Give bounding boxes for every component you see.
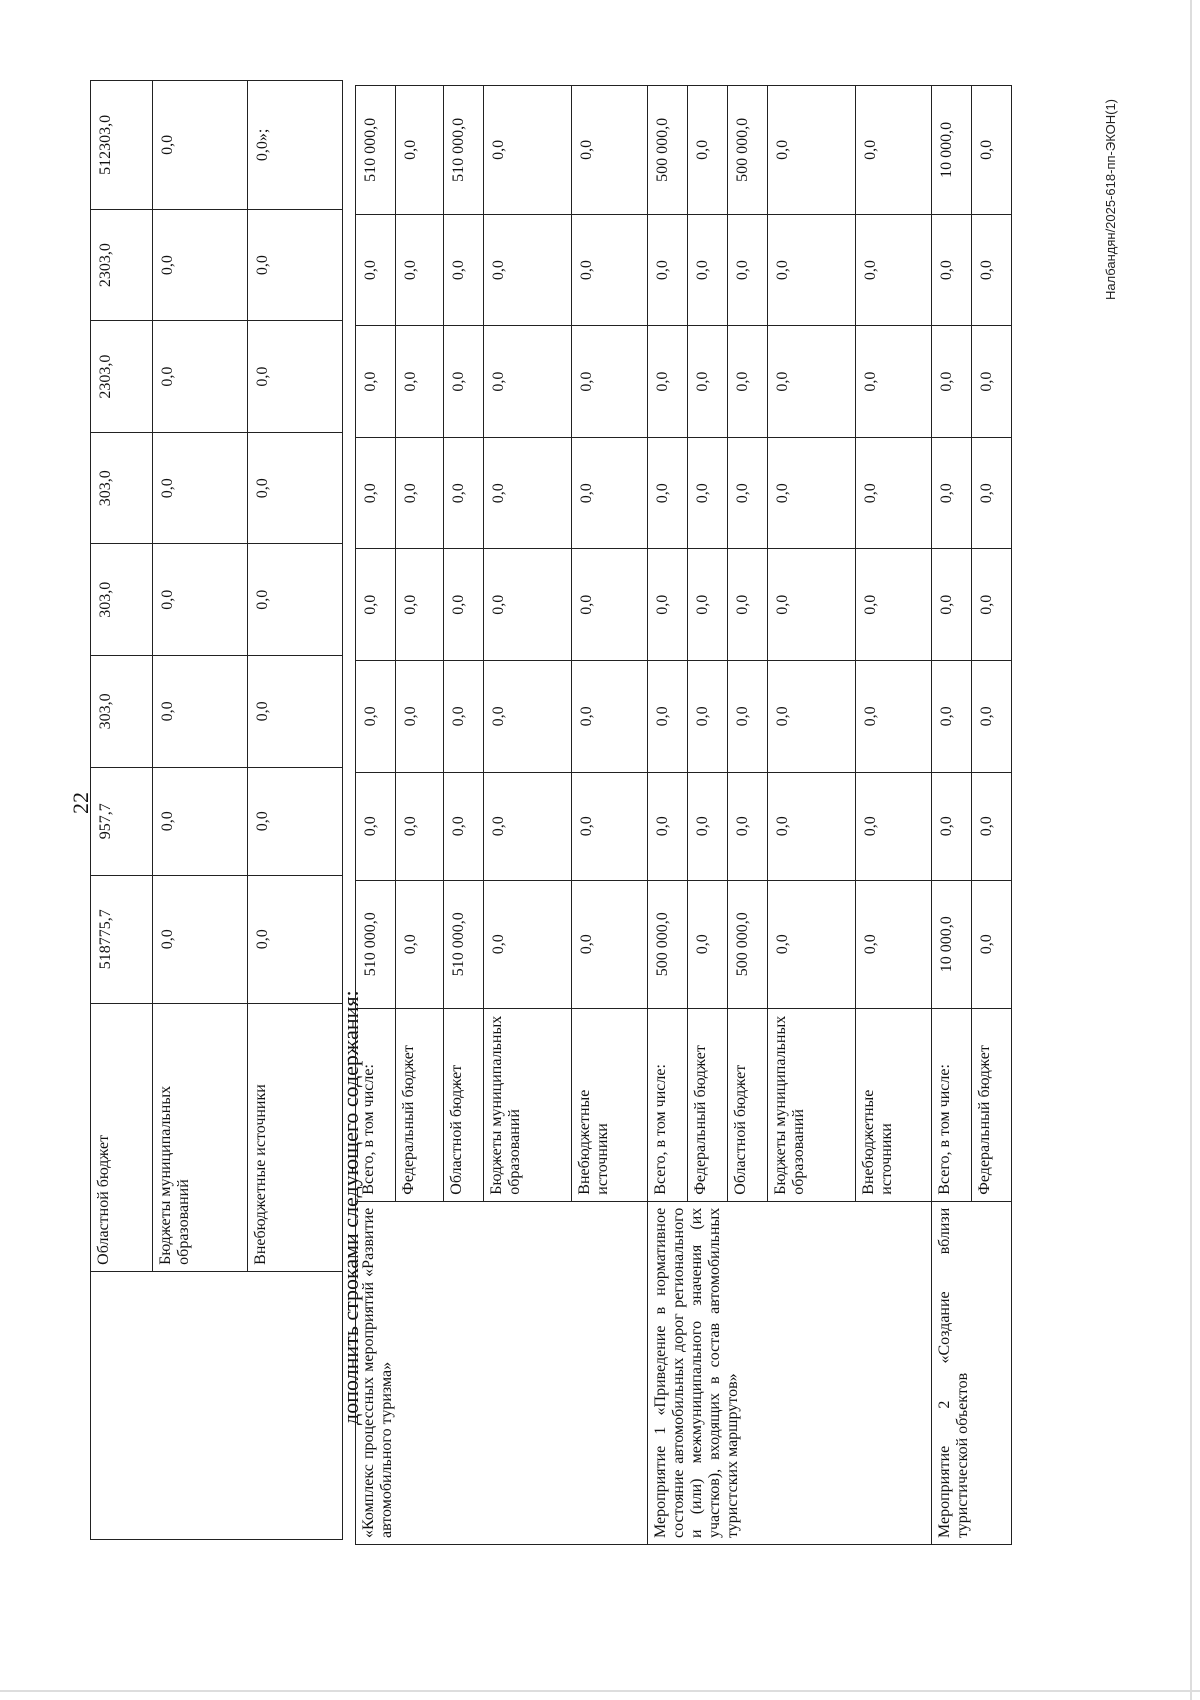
value-cell: 0,0 — [972, 549, 1012, 661]
value-cell: 0,0 — [688, 880, 728, 1008]
value-cell: 0,0 — [856, 86, 932, 215]
value-cell: 0,0 — [856, 661, 932, 773]
value-cell: 0,0 — [972, 437, 1012, 549]
funding-source-cell: Областной бюджет — [728, 1008, 768, 1201]
value-cell: 0,0 — [768, 86, 856, 215]
value-cell: 0,0 — [768, 549, 856, 661]
value-cell: 0,0 — [356, 549, 396, 661]
value-cell: 0,0 — [444, 214, 484, 326]
value-cell: 0,0 — [856, 437, 932, 549]
value-cell: 0,0 — [484, 880, 572, 1008]
value-cell: 0,0 — [484, 214, 572, 326]
value-cell: 0,0 — [572, 880, 648, 1008]
value-cell: 0,0 — [572, 549, 648, 661]
value-cell: 0,0 — [572, 661, 648, 773]
value-cell: 0,0 — [484, 661, 572, 773]
funding-source-cell: Внебюджетные источники — [856, 1008, 932, 1201]
event-title-cell: «Комплекс процессных мероприятий «Развитие автомобильного туризма» — [356, 1201, 648, 1544]
value-cell: 0,0 — [932, 772, 972, 880]
value-cell: 0,0 — [356, 772, 396, 880]
funding-source-cell: Внебюджетные источники — [572, 1008, 648, 1201]
value-cell: 10 000,0 — [932, 880, 972, 1008]
value-cell: 0,0 — [688, 661, 728, 773]
value-cell: 0,0 — [153, 432, 248, 544]
value-cell: 0,0 — [932, 661, 972, 773]
value-cell: 0,0 — [248, 432, 343, 544]
value-cell: 0,0 — [856, 772, 932, 880]
value-cell: 500 000,0 — [648, 86, 688, 215]
value-cell: 0,0 — [444, 437, 484, 549]
value-cell: 0,0 — [153, 875, 248, 1003]
funding-source-cell: Федеральный бюджет — [688, 1008, 728, 1201]
value-cell: 0,0 — [972, 326, 1012, 438]
value-cell: 0,0 — [932, 437, 972, 549]
value-cell: 0,0 — [728, 549, 768, 661]
value-cell: 0,0 — [356, 661, 396, 773]
value-cell: 0,0 — [153, 321, 248, 433]
value-cell: 0,0 — [572, 86, 648, 215]
value-cell: 500 000,0 — [648, 880, 688, 1008]
value-cell: 303,0 — [91, 656, 153, 768]
value-cell: 0,0 — [932, 214, 972, 326]
value-cell: 500 000,0 — [728, 880, 768, 1008]
event-title-cell: Мероприятие 2 «Создание вблизи туристической объектов — [932, 1201, 1012, 1544]
value-cell: 0,0 — [972, 214, 1012, 326]
table-row — [648, 86, 688, 1545]
value-cell: 303,0 — [91, 544, 153, 656]
value-cell: 0,0 — [768, 661, 856, 773]
value-cell: 0,0 — [728, 437, 768, 549]
value-cell: 0,0 — [396, 326, 444, 438]
value-cell: 0,0 — [728, 214, 768, 326]
value-cell: 0,0 — [248, 875, 343, 1003]
value-cell: 0,0 — [856, 549, 932, 661]
value-cell: 0,0 — [396, 86, 444, 215]
value-cell: 0,0 — [856, 214, 932, 326]
value-cell: 0,0 — [856, 326, 932, 438]
value-cell: 0,0 — [688, 214, 728, 326]
value-cell: 0,0 — [444, 549, 484, 661]
value-cell: 0,0 — [688, 772, 728, 880]
value-cell: 0,0 — [396, 880, 444, 1008]
value-cell: 0,0 — [484, 437, 572, 549]
value-cell: 0,0 — [768, 772, 856, 880]
value-cell: 0,0 — [932, 326, 972, 438]
value-cell: 0,0 — [572, 772, 648, 880]
value-cell: 510 000,0 — [356, 86, 396, 215]
value-cell: 0,0 — [572, 214, 648, 326]
budget-table-new-rows — [355, 85, 1012, 1545]
value-cell: 0,0 — [648, 549, 688, 661]
value-cell: 510 000,0 — [444, 880, 484, 1008]
value-cell: 0,0 — [572, 326, 648, 438]
value-cell: 0,0 — [484, 86, 572, 215]
budget-table-continuation — [90, 80, 343, 1540]
page-number: 22 — [68, 792, 93, 814]
value-cell: 0,0 — [153, 209, 248, 321]
value-cell: 0,0 — [248, 767, 343, 875]
value-cell: 500 000,0 — [728, 86, 768, 215]
value-cell: 0,0 — [396, 549, 444, 661]
table-row — [356, 86, 396, 1545]
value-cell: 0,0 — [648, 214, 688, 326]
value-cell: 0,0 — [248, 544, 343, 656]
value-cell: 0,0 — [356, 326, 396, 438]
table-row — [932, 86, 972, 1545]
value-cell: 0,0 — [768, 326, 856, 438]
funding-source-cell: Бюджеты муниципальных образований — [768, 1008, 856, 1201]
value-cell: 0,0 — [972, 772, 1012, 880]
value-cell: 0,0 — [856, 880, 932, 1008]
value-cell: 0,0 — [444, 661, 484, 773]
funding-source-cell: Областной бюджет — [91, 1003, 153, 1271]
value-cell: 510 000,0 — [444, 86, 484, 215]
value-cell: 512303,0 — [91, 81, 153, 210]
value-cell: 0,0 — [688, 437, 728, 549]
value-cell: 0,0 — [768, 214, 856, 326]
value-cell: 0,0 — [648, 437, 688, 549]
funding-source-cell: Бюджеты муниципальных образований — [484, 1008, 572, 1201]
funding-source-cell: Внебюджетные источники — [248, 1003, 343, 1271]
value-cell: 2303,0 — [91, 321, 153, 433]
value-cell: 0,0 — [768, 880, 856, 1008]
value-cell: 10 000,0 — [932, 86, 972, 215]
value-cell: 0,0 — [356, 437, 396, 549]
value-cell: 0,0 — [648, 772, 688, 880]
value-cell: 957,7 — [91, 767, 153, 875]
document-code: Налбандян/2025-618-пп-ЭКОН(1) — [1103, 98, 1118, 300]
value-cell: 518775,7 — [91, 875, 153, 1003]
funding-source-cell: Всего, в том числе: — [932, 1008, 972, 1201]
value-cell: 0,0 — [153, 767, 248, 875]
value-cell: 303,0 — [91, 432, 153, 544]
value-cell: 0,0 — [932, 549, 972, 661]
value-cell: 0,0 — [396, 661, 444, 773]
value-cell: 0,0 — [972, 880, 1012, 1008]
value-cell: 0,0 — [153, 81, 248, 210]
funding-source-cell: Всего, в том числе: — [356, 1008, 396, 1201]
funding-source-cell: Федеральный бюджет — [396, 1008, 444, 1201]
intro-text: дополнить строками следующего содержания: — [338, 990, 363, 1425]
value-cell: 0,0 — [248, 321, 343, 433]
value-cell: 0,0 — [248, 656, 343, 768]
value-cell: 0,0 — [484, 772, 572, 880]
value-cell: 0,0 — [248, 209, 343, 321]
value-cell: 0,0 — [688, 326, 728, 438]
value-cell: 0,0 — [484, 326, 572, 438]
empty-title-cell — [91, 1271, 343, 1539]
value-cell: 0,0 — [444, 326, 484, 438]
value-cell: 0,0 — [972, 661, 1012, 773]
value-cell: 0,0 — [153, 544, 248, 656]
value-cell: 0,0 — [572, 437, 648, 549]
event-title-cell: Мероприятие 1 «Приведение в нормативное состояние автомобильных дорог регионального и (или) межмуниципального значения (их участков), входящих в состав автомобильных туристских маршрутов» — [648, 1201, 932, 1544]
table-row — [91, 81, 153, 1540]
value-cell: 0,0 — [648, 326, 688, 438]
value-cell: 510 000,0 — [356, 880, 396, 1008]
funding-source-cell: Бюджеты муниципальных образований — [153, 1003, 248, 1271]
value-cell: 0,0 — [768, 437, 856, 549]
value-cell: 0,0 — [972, 86, 1012, 215]
value-cell: 0,0 — [396, 772, 444, 880]
value-cell: 0,0 — [728, 661, 768, 773]
value-cell: 0,0 — [396, 214, 444, 326]
value-cell: 0,0 — [648, 661, 688, 773]
value-cell: 2303,0 — [91, 209, 153, 321]
value-cell: 0,0 — [728, 772, 768, 880]
value-cell: 0,0 — [728, 326, 768, 438]
value-cell: 0,0 — [444, 772, 484, 880]
value-cell: 0,0 — [356, 214, 396, 326]
value-cell: 0,0»; — [248, 81, 343, 210]
value-cell: 0,0 — [688, 86, 728, 215]
funding-source-cell: Областной бюджет — [444, 1008, 484, 1201]
value-cell: 0,0 — [396, 437, 444, 549]
value-cell: 0,0 — [153, 656, 248, 768]
value-cell: 0,0 — [688, 549, 728, 661]
funding-source-cell: Федеральный бюджет — [972, 1008, 1012, 1201]
value-cell: 0,0 — [484, 549, 572, 661]
funding-source-cell: Всего, в том числе: — [648, 1008, 688, 1201]
